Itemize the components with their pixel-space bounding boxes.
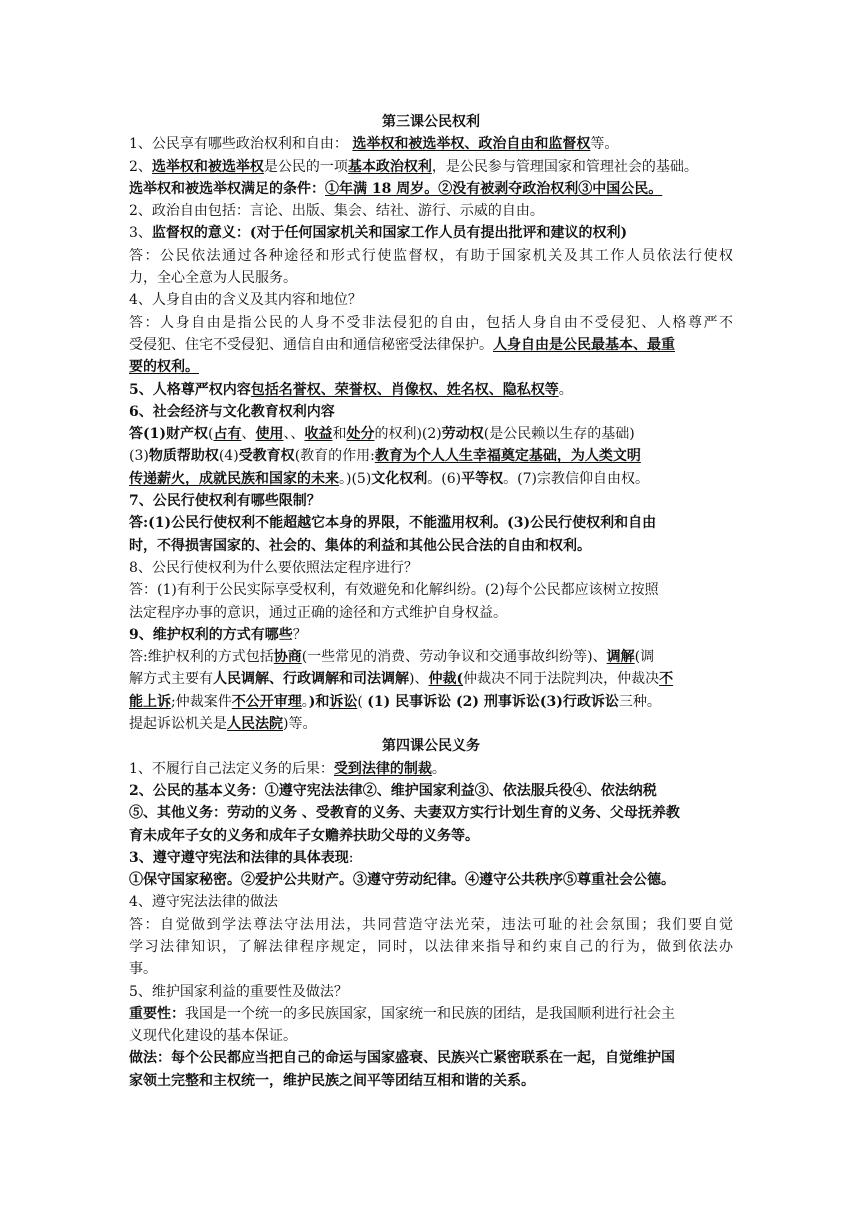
- text-run: 劳动权: [441, 426, 484, 443]
- text-line: [129, 1070, 733, 1092]
- text-run: 诉讼: [329, 693, 358, 710]
- text-line: [129, 981, 733, 1003]
- text-run: 受侵犯、住宅不受侵犯、通信自由和通信秘密受法律保护。: [129, 336, 493, 353]
- text-run: 答：人身自由是指公民的人身不受非法侵犯的自由，包括人身自由不受侵犯、人格尊严不: [129, 314, 733, 331]
- text-run: 4、人身自由的含义及其内容和地位？: [129, 292, 362, 309]
- text-run: 。: [558, 381, 573, 398]
- text-run: 基本政治权利: [347, 158, 432, 175]
- text-run: 。: [301, 693, 309, 710]
- text-run: 协商: [273, 649, 302, 666]
- document-content: [129, 111, 733, 1092]
- text-line: [129, 624, 733, 646]
- text-run: 力，全心全意为人民服务。: [129, 270, 297, 287]
- text-run: 仲裁决不同于法院判决，仲裁决: [463, 671, 660, 688]
- text-line: [129, 557, 733, 579]
- text-line: [129, 758, 733, 780]
- text-line: [129, 267, 733, 289]
- text-line: [129, 423, 733, 445]
- text-run: 学习法律知识，了解法律程序规定，同时，以法律来指导和约束自己的行为，做到依法办: [129, 938, 733, 955]
- text-line: [129, 289, 733, 311]
- text-run: 选举权和被选举权: [151, 158, 264, 175]
- text-run: ，是公民参与管理国家和管理社会的基础。: [431, 158, 698, 175]
- text-line: [129, 825, 733, 847]
- text-run: 5、维护国家利益的重要性及做法？: [129, 983, 348, 1000]
- text-run: 。)(5): [339, 470, 372, 487]
- text-run: 事。: [129, 961, 157, 978]
- text-run: 9、维护权利的方式有哪些: [129, 626, 293, 643]
- text-run: 仲裁(: [428, 671, 464, 688]
- text-run: 。(6): [427, 470, 462, 487]
- text-run: (: [357, 693, 368, 710]
- text-run: 选举权和被选举权满足的条件：: [129, 180, 325, 197]
- text-run: 不: [659, 671, 674, 688]
- text-run: 我国是一个统一的多民族国家，国家统一和民族的团结，是我国顺利进行社会主: [185, 1005, 675, 1022]
- text-run: 2、政治自由包括：言论、出版、集会、结社、游行、示威的自由。: [129, 203, 544, 220]
- text-line: [129, 1003, 733, 1025]
- text-run: 答:维护权利的方式包括: [129, 649, 274, 666]
- text-line: [129, 579, 733, 601]
- text-run: 处分: [346, 426, 375, 443]
- text-run: 教育为个人人生幸福奠定基础，为人类文明: [374, 448, 641, 465]
- text-line: [129, 958, 733, 980]
- text-run: ⑤、其他义务：劳动的义务 、受教育的义务、夫妻双方实行计划生育的义务、父母抚养教: [129, 805, 680, 822]
- text-run: )和: [308, 693, 330, 710]
- text-run: 受教育权: [238, 448, 295, 465]
- text-run: )等。: [283, 716, 317, 733]
- text-line: [129, 512, 733, 534]
- text-run: 包括名誉权、荣誉权、肖像权、姓名权、隐私权等: [250, 381, 559, 398]
- text-line: [129, 490, 733, 512]
- text-run: 解方式主要有: [129, 671, 213, 688]
- text-line: [129, 602, 733, 624]
- text-line: [129, 535, 733, 557]
- text-run: (调: [634, 649, 655, 666]
- text-run: 3、: [129, 225, 152, 242]
- text-run: 传递薪火，成就民族和国家的未来: [129, 470, 339, 487]
- text-run: 8、公民行使权利为什么要依照法定程序进行？: [129, 559, 418, 576]
- text-run: 、、: [283, 426, 305, 443]
- text-run: 3、遵守遵守宪法和法律的具体表现: [129, 849, 349, 866]
- text-run: 时，不得损害国家的、社会的、集体的利益和其他公民合法的自由和权利。: [129, 537, 591, 554]
- text-run: (1)财产权: [143, 426, 208, 443]
- text-line: [129, 1025, 733, 1047]
- text-run: (是公民赖以生存的基础): [483, 426, 635, 443]
- text-run: (1) 民事诉讼 (2) 刑事诉讼(3)行政诉讼: [367, 693, 619, 710]
- lesson3-body: [129, 133, 733, 735]
- text-run: 占有: [213, 426, 242, 443]
- text-line: [129, 468, 733, 490]
- text-run: 。: [431, 760, 446, 777]
- text-line: [129, 379, 733, 401]
- text-line: [129, 668, 733, 690]
- text-line: [129, 936, 733, 958]
- text-line: [129, 914, 733, 936]
- text-run: 6、社会经济与文化教育权利内容: [129, 403, 335, 420]
- text-line: [129, 156, 733, 178]
- text-run: 等。: [590, 136, 619, 153]
- text-run: )、: [409, 671, 429, 688]
- text-line: [129, 133, 733, 155]
- text-line: [129, 334, 733, 356]
- text-line: [129, 245, 733, 267]
- text-run: 要的权利。: [129, 359, 199, 376]
- text-line: [129, 713, 733, 735]
- text-run: (教育的作用:: [294, 448, 375, 465]
- text-run: 7、公民行使权利有哪些限制？: [129, 493, 321, 510]
- text-run: 提起诉讼机关是: [129, 716, 227, 733]
- text-run: 5、人格尊严权内容: [129, 381, 251, 398]
- text-run: 1、不履行自己法定义务的后果：: [129, 760, 334, 777]
- text-run: 是公民的一项: [263, 158, 348, 175]
- text-run: 三种。: [618, 693, 661, 710]
- text-run: 义现代化建设的基本保证。: [129, 1028, 297, 1045]
- text-line: [129, 178, 733, 200]
- text-run: 做法：每个公民都应当把自己的命运与国家盛衰、民族兴亡紧密联系在一起，自觉维护国: [129, 1050, 675, 1067]
- text-run: 法定程序办事的意识，通过正确的途径和方式维护自身权益。: [129, 604, 507, 621]
- text-run: 家领土完整和主权统一，维护民族之间平等团结互相和谐的关系。: [129, 1072, 535, 1089]
- text-line: [129, 691, 733, 713]
- text-run: 调解: [606, 649, 635, 666]
- text-run: 答: [129, 426, 143, 443]
- text-run: 人身自由是公民最基本、最重: [493, 336, 675, 353]
- text-line: [129, 891, 733, 913]
- text-line: [129, 200, 733, 222]
- text-run: 。(7)宗教信仰自由权。: [503, 470, 649, 487]
- text-run: 监督权的意义：(对于任何国家机关和国家工作人员有提出批评和建议的权利): [151, 225, 628, 242]
- text-run: 答：(1)有利于公民实际享受权利，有效避免和化解纠纷。(2)每个公民都应该树立按照: [129, 582, 659, 599]
- text-line: [129, 847, 733, 869]
- text-run: (: [208, 426, 214, 443]
- text-line: [129, 445, 733, 467]
- text-run: 育未成年子女的义务和成年子女赡养扶助父母的义务等。: [129, 827, 479, 844]
- text-line: [129, 222, 733, 244]
- text-run: 选举权和被选举权、政治自由和监督权: [352, 136, 591, 153]
- text-run: ？: [292, 626, 307, 643]
- text-run: 平等权: [461, 470, 504, 487]
- text-run: (4): [218, 448, 239, 465]
- text-run: 能上诉: [129, 693, 171, 710]
- text-run: 物质帮助权: [148, 448, 219, 465]
- text-line: [129, 312, 733, 334]
- text-run: :: [348, 849, 354, 866]
- text-run: 受到法律的制裁: [333, 760, 432, 777]
- text-run: 2、公民的基本义务：①遵守宪法法律②、维护国家利益③、依法服兵役④、依法纳税: [129, 782, 657, 799]
- text-run: 1、公民享有哪些政治权利和自由：: [129, 136, 353, 153]
- text-run: (3): [129, 448, 149, 465]
- text-run: 4、遵守宪法法律的做法: [129, 894, 278, 911]
- text-line: [129, 869, 733, 891]
- text-run: 答:(1)公民行使权利不能超越它本身的界限，不能滥用权利。(3)公民行使权利和自由: [129, 515, 657, 532]
- text-run: 人民调解、行政调解和司法调解: [213, 671, 409, 688]
- text-run: 文化权利: [371, 470, 428, 487]
- text-run: ①保守国家秘密。②爱护公共财产。③遵守劳动纪律。④遵守公共秩序⑤尊重社会公德。: [129, 872, 675, 889]
- text-run: 答：自觉做到学法尊法守法用法，共同营造守法光荣，违法可耻的社会氛围；我们要自觉: [129, 916, 733, 933]
- text-line: [129, 356, 733, 378]
- text-run: 不公开审理: [231, 693, 302, 710]
- text-run: 重要性：: [129, 1005, 185, 1022]
- section-title-lesson4: 第四课公民义务: [382, 738, 480, 755]
- text-run: 和: [332, 426, 347, 443]
- text-run: 的权利)(2): [374, 426, 442, 443]
- text-run: 人民法院: [227, 716, 283, 733]
- text-line: [129, 401, 733, 423]
- text-line: [129, 780, 733, 802]
- text-run: (一些常见的消费、劳动争议和交通事故纠纷等)、: [301, 649, 607, 666]
- text-line: [129, 646, 733, 668]
- text-run: 2、: [129, 158, 152, 175]
- text-run: 收益: [304, 426, 333, 443]
- text-run: 答：公民依法通过各种途径和形式行使监督权，有助于国家机关及其工作人员依法行使权: [129, 247, 733, 264]
- text-line: [129, 802, 733, 824]
- text-line: [129, 1047, 733, 1069]
- section-title-lesson3: 第三课公民权利: [382, 114, 480, 130]
- text-run: 使用: [255, 426, 284, 443]
- lesson4-body: [129, 758, 733, 1092]
- text-run: ;仲裁案件: [171, 693, 232, 710]
- text-run: ①年满 18 周岁。②没有被剥夺政治权利③中国公民。: [325, 180, 663, 197]
- text-run: 、: [241, 426, 256, 443]
